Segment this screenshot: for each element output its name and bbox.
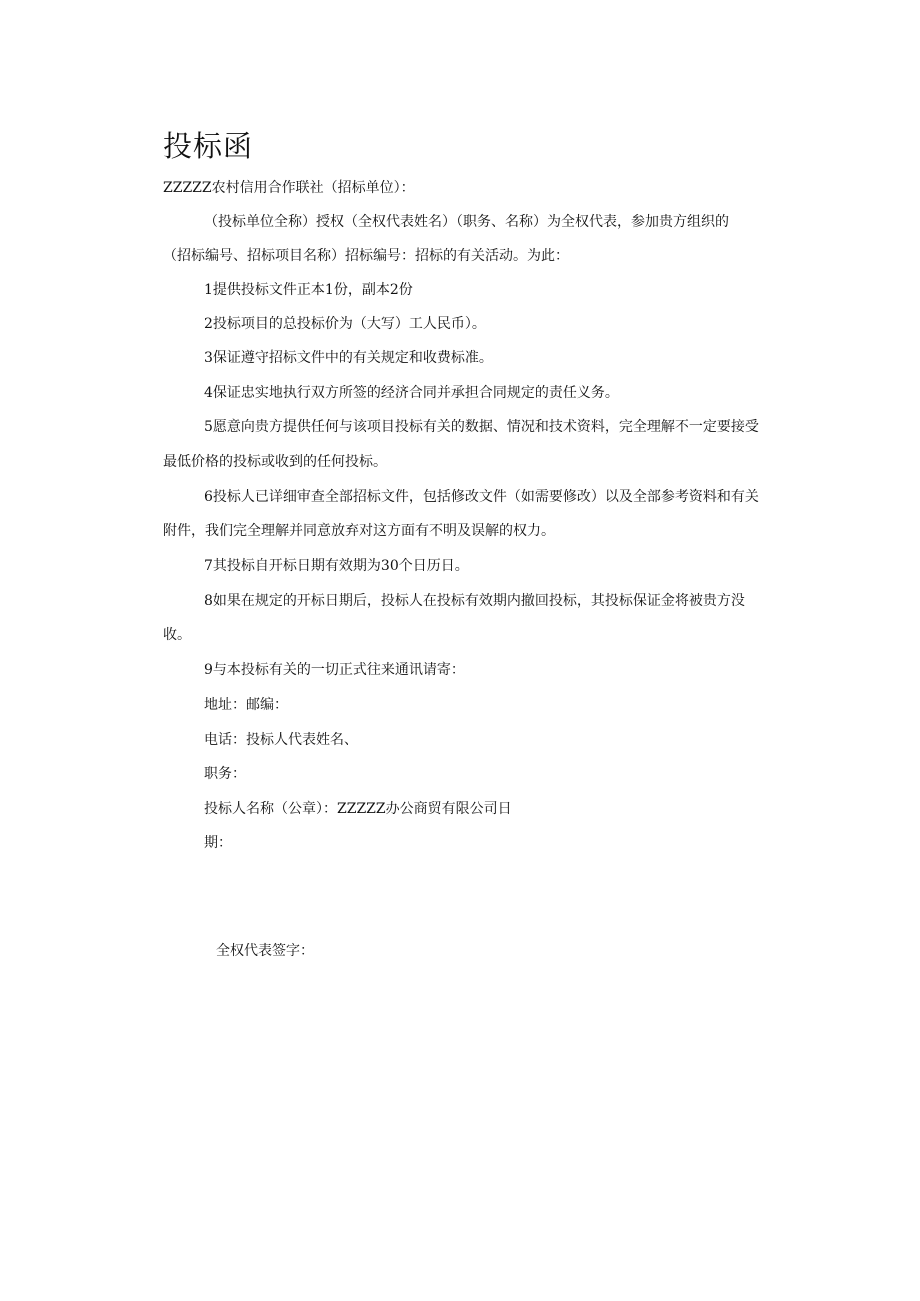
item-7: 7其投标自开标日期有效期为30个日历日。	[204, 558, 469, 574]
intro-line-2: （招标编号、招标项目名称）招标编号：招标的有关活动。为此：	[163, 248, 569, 264]
item-8-line-1: 8如果在规定的开标日期后，投标人在投标有效期内撤回投标，其投标保证金将被贵方没	[204, 593, 745, 609]
intro-line-1: （投标单位全称）授权（全权代表姓名）（职务、名称）为全权代表，参加贵方组织的	[204, 214, 729, 230]
document-title: 投标函	[163, 129, 254, 163]
contact-date: 期：	[204, 835, 232, 851]
bidder-name: 投标人名称（公章）：ZZZZZ办公商贸有限公司日	[204, 801, 512, 817]
item-3: 3保证遵守招标文件中的有关规定和收费标准。	[204, 350, 493, 366]
signature-label: 全权代表签字：	[216, 943, 314, 959]
contact-phone: 电话：投标人代表姓名、	[204, 732, 358, 748]
item-1: 1提供投标文件正本1份，副本2份	[204, 282, 413, 298]
item-6-line-2: 附件，我们完全理解并同意放弃对这方面有不明及误解的权力。	[163, 523, 555, 539]
item-6-line-1: 6投标人已详细审查全部招标文件，包括修改文件（如需要修改）以及全部参考资料和有关	[204, 489, 759, 505]
item-4: 4保证忠实地执行双方所签的经济合同并承担合同规定的责任义务。	[204, 385, 619, 401]
item-5-line-2: 最低价格的投标或收到的任何投标。	[163, 454, 387, 470]
contact-address: 地址：邮编：	[204, 697, 288, 713]
item-5-line-1: 5愿意向贵方提供任何与该项目投标有关的数据、情况和技术资料，完全理解不一定要接受	[204, 419, 759, 435]
item-2: 2投标项目的总投标价为（大写）工人民币）。	[204, 316, 486, 332]
contact-position: 职务：	[204, 766, 246, 782]
item-8-line-2: 收。	[163, 627, 191, 643]
addressee: ZZZZZ农村信用合作联社（招标单位）：	[163, 180, 415, 196]
item-9: 9与本投标有关的一切正式往来通讯请寄：	[204, 662, 465, 678]
